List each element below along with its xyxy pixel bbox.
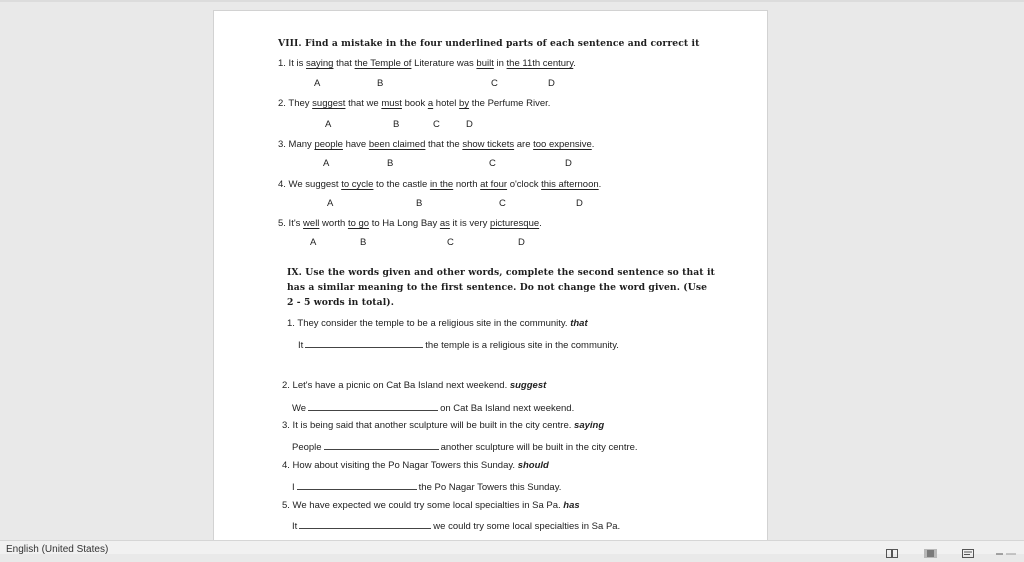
option-label: B <box>393 119 400 130</box>
keyword: that <box>570 318 588 329</box>
option-label: A <box>327 198 334 209</box>
option-label: C <box>447 237 454 248</box>
s9-question-3: 3. It is being said that another sculpture will be built in the city centre. saying <box>282 420 605 431</box>
s8-q2-part-d: by <box>459 98 470 109</box>
section-9-title-line-1: IX. Use the words given and other words, complete the second sentence so that it <box>287 267 715 278</box>
section-9-title-line-2: has a similar meaning to the first sentence. Do not change the word given. (Use <box>287 282 708 293</box>
s8-q4-part-b: in the <box>429 179 454 190</box>
s8-q1-part-b: the Temple of <box>354 58 412 69</box>
section-9-title-line-3: 2 - 5 words in total). <box>287 297 395 308</box>
s8-question-2: 2. They suggest that we must book a hotel by the Perfume River. <box>278 98 551 109</box>
option-label: B <box>387 158 394 169</box>
option-label: C <box>433 119 440 130</box>
s8-q2-part-b: must <box>381 98 402 109</box>
s9-answer-5: It we could try some local specialties in Sa Pa. <box>292 521 621 532</box>
s8-q5-part-a: well <box>303 218 320 229</box>
answer-blank[interactable] <box>305 338 423 348</box>
option-label: C <box>489 158 496 169</box>
s8-q1-part-d: the 11th century <box>506 58 574 69</box>
answer-blank[interactable] <box>324 440 439 450</box>
option-label: D <box>565 158 572 169</box>
s9-question-5: 5. We have expected we could try some local specialties in Sa Pa. has <box>282 500 580 511</box>
option-label: C <box>491 78 498 89</box>
s8-q4-part-c: at four <box>480 179 508 190</box>
answer-blank[interactable] <box>299 519 431 529</box>
option-label: B <box>360 237 367 248</box>
keyword: has <box>563 500 580 511</box>
zoom-out-icon[interactable] <box>996 543 1016 552</box>
option-label: D <box>576 198 583 209</box>
s8-q5-part-d: picturesque <box>490 218 540 229</box>
s9-answer-4: I the Po Nagar Towers this Sunday. <box>292 482 562 493</box>
keyword: saying <box>574 420 605 431</box>
s8-question-3: 3. Many people have been claimed that the show tickets are too expensive. <box>278 139 595 150</box>
s8-q2-part-c: a <box>427 98 434 109</box>
option-label: D <box>466 119 473 130</box>
s9-question-1: 1. They consider the temple to be a religious site in the community. that <box>287 318 588 329</box>
s8-q2-part-a: suggest <box>312 98 346 109</box>
s8-question-1: 1. It is saying that the Temple of Literature was built in the 11th century. <box>278 58 576 69</box>
s9-answer-2: We on Cat Ba Island next weekend. <box>292 403 575 414</box>
read-mode-icon[interactable] <box>886 543 898 552</box>
s8-question-5: 5. It's well worth to go to Ha Long Bay as it is very picturesque. <box>278 218 542 229</box>
s8-q4-part-d: this afternoon <box>541 179 599 190</box>
option-label: A <box>314 78 321 89</box>
s8-q3-part-a: people <box>314 139 343 150</box>
answer-blank[interactable] <box>297 480 417 490</box>
document-page <box>213 10 768 542</box>
option-label: B <box>377 78 384 89</box>
option-label: B <box>416 198 423 209</box>
s8-q5-part-c: as <box>439 218 450 229</box>
s9-answer-3: People another sculpture will be built in the city centre. <box>292 442 638 453</box>
s9-answer-1: It the temple is a religious site in the community. <box>298 340 619 351</box>
language-indicator[interactable]: English (United States) <box>6 544 109 555</box>
option-label: D <box>518 237 525 248</box>
window-top-border <box>0 0 1024 2</box>
keyword: should <box>517 460 549 471</box>
s8-q3-part-b: been claimed <box>368 139 426 150</box>
answer-blank[interactable] <box>308 401 438 411</box>
s8-q3-part-d: too expensive <box>533 139 592 150</box>
option-label: A <box>325 119 332 130</box>
option-label: D <box>548 78 555 89</box>
s9-question-4: 4. How about visiting the Po Nagar Towers this Sunday. should <box>282 460 549 471</box>
web-layout-icon[interactable] <box>962 543 974 552</box>
section-8-title: VIII. Find a mistake in the four underlined parts of each sentence and correct it <box>278 38 700 49</box>
keyword: suggest <box>509 380 547 391</box>
s8-q3-part-c: show tickets <box>462 139 515 150</box>
option-label: A <box>310 237 317 248</box>
s9-question-2: 2. Let's have a picnic on Cat Ba Island next weekend. suggest <box>282 380 547 391</box>
s8-q1-part-a: saying <box>305 58 334 69</box>
option-label: A <box>323 158 330 169</box>
s8-q5-part-b: to go <box>347 218 370 229</box>
print-layout-icon[interactable] <box>924 543 937 552</box>
s8-q1-part-c: built <box>476 58 494 69</box>
s8-q4-part-a: to cycle <box>341 179 374 190</box>
status-bar <box>0 540 1024 554</box>
option-label: C <box>499 198 506 209</box>
s8-question-4: 4. We suggest to cycle to the castle in the north at four o'clock this afternoon. <box>278 179 602 190</box>
